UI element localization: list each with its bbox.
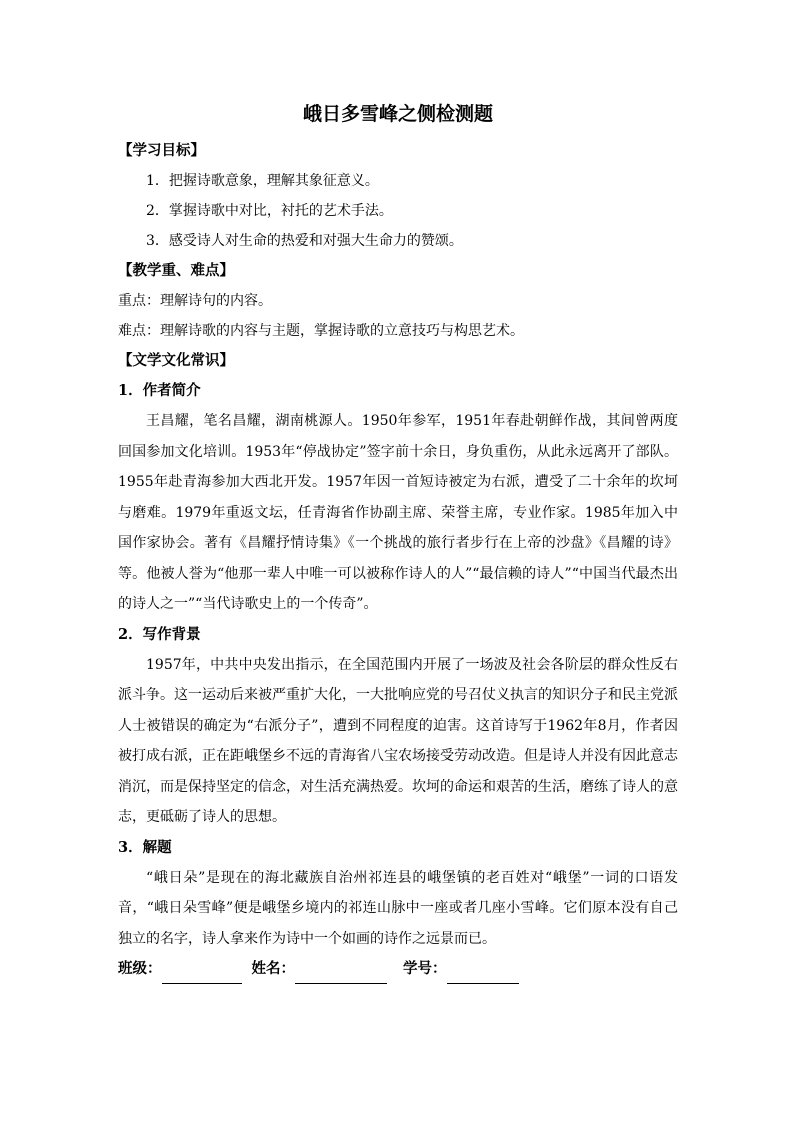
name-blank[interactable]	[295, 965, 387, 984]
student-id-label: 学号：	[403, 960, 447, 977]
student-info-row	[118, 954, 678, 984]
title-explanation-heading: 3．解题	[118, 838, 172, 856]
background-paragraph: 1957年，中共中央发出指示，在全国范围内开展了一场波及社会各阶层的群众性反右派斗争。这一运动后来被严重扩大化，一大批响应党的号召仗义执言的知识分子和民主党派人士被错误的确定为“右派分子”，遭到不同程度的迫害。这首诗写于1962年8月，作者因被打成右派，正在距峨堡乡不远的青海省八宝农场接受劳动改造。但是诗人并没有因此意志消沉，而是保持坚定的信念，对生活充满热爱。坎坷的命运和艰苦的生活，磨练了诗人的意志，更砥砺了诗人的思想。	[118, 656, 678, 825]
key-points-heading: 【教学重、难点】	[118, 262, 234, 279]
author-paragraph: 王昌耀，笔名昌耀，湖南桃源人。1950年参军，1951年春赴朝鲜作战，其间曾两度回国参加文化培训。1953年“停战协定”签字前十余日，身负重伤，从此永远离开了部队。1955年赴青海参加大西北开发。1957年因一首短诗被定为右派，遭受了二十余年的坎坷与磨难。1979年重返文坛，任青海省作协副主席、荣誉主席，专业作家。1985年加入中国作家协会。著有《昌耀抒情诗集》《一个挑战的旅行者步行在上帝的沙盘》《昌耀的诗》等。他被人誉为“他那一辈人中唯一可以被称作诗人的人”“最信赖的诗人”“中国当代最杰出的诗人之一”“当代诗歌史上的一个传奇”。	[118, 413, 678, 612]
objective-item-1: 1．把握诗歌意象，理解其象征意义。	[146, 173, 379, 189]
objectives-heading: 【学习目标】	[118, 142, 205, 159]
class-label: 班级：	[118, 960, 162, 977]
document-content	[118, 100, 678, 984]
objective-item-3: 3．感受诗人对生命的热爱和对强大生命力的赞颂。	[146, 233, 463, 249]
objective-item-2: 2．掌握诗歌中对比，衬托的艺术手法。	[146, 203, 393, 219]
key-point-difficulty: 难点：理解诗歌的内容与主题，掌握诗歌的立意技巧与构思艺术。	[118, 323, 524, 339]
background-heading: 2．写作背景	[118, 625, 201, 643]
name-label: 姓名：	[251, 960, 295, 977]
author-heading: 1．作者简介	[118, 382, 201, 399]
title-explanation-paragraph: “峨日朵”是现在的海北藏族自治州祁连县的峨堡镇的老百姓对“峨堡”一词的口语发音，“峨日朵雪峰”便是峨堡乡境内的祁连山脉中一座或者几座小雪峰。它们原本没有自己独立的名字，诗人拿来作为诗中一个如画的诗作之远景而已。	[118, 869, 678, 947]
key-point-focus: 重点：理解诗句的内容。	[118, 293, 272, 309]
page-title: 峨日多雪峰之侧检测题	[302, 103, 493, 125]
literature-heading: 【文学文化常识】	[118, 352, 234, 369]
student-id-blank[interactable]	[447, 965, 519, 984]
class-blank[interactable]	[162, 965, 242, 984]
